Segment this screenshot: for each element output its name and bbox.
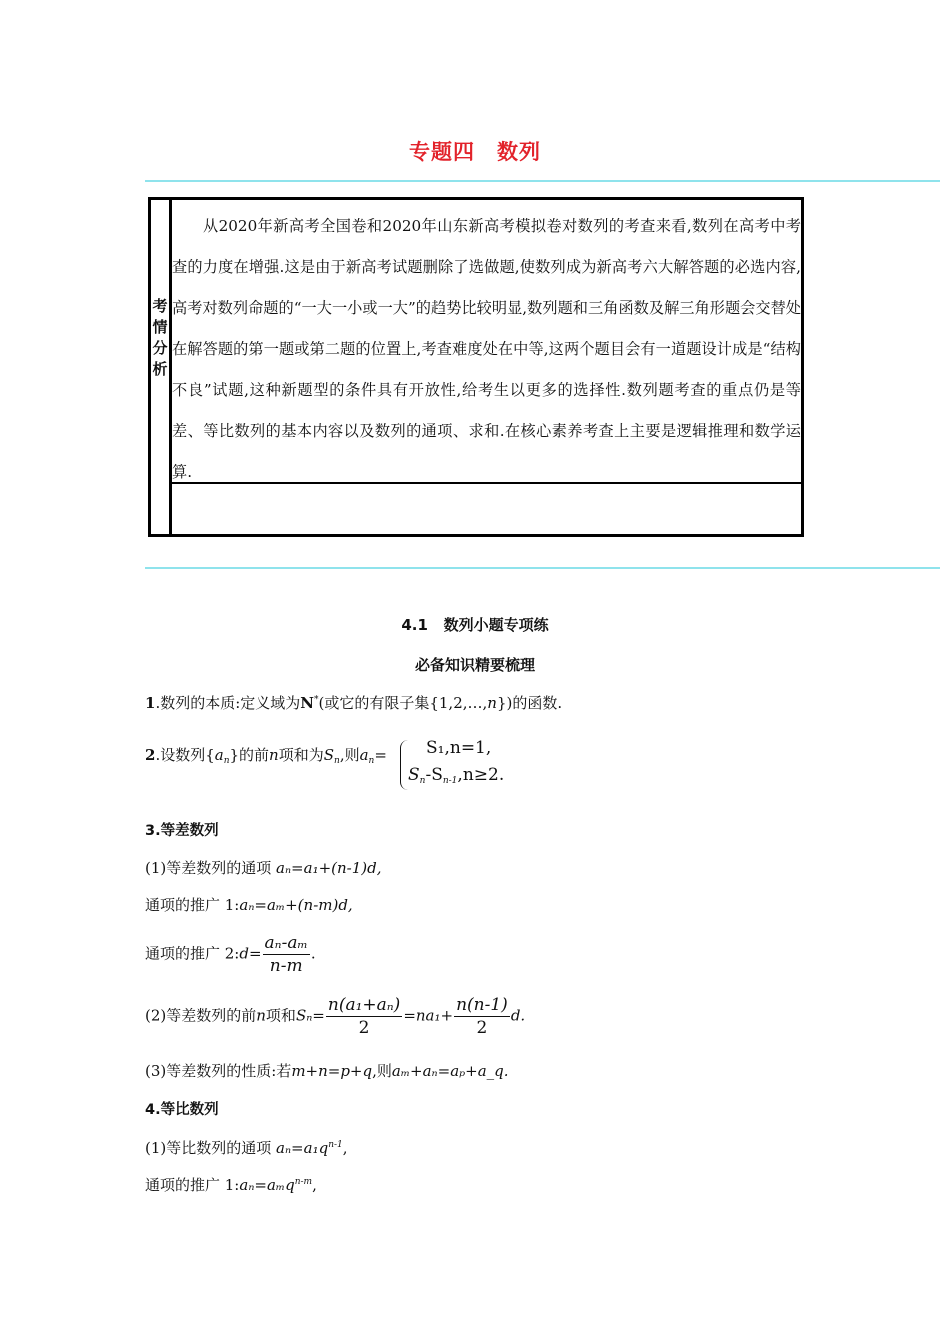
item-text: .数列的本质:定义域为 xyxy=(155,694,301,712)
item-text: .设数列{ xyxy=(155,746,215,764)
exam-analysis-label-column xyxy=(151,200,172,534)
section-heading xyxy=(0,614,950,635)
arithmetic-sum xyxy=(145,994,525,1039)
fraction xyxy=(326,994,402,1039)
item-text: 通项的推广 2: xyxy=(145,944,240,963)
arithmetic-generalization-2 xyxy=(145,932,316,977)
formula: aₘ+aₙ=aₚ+a_q. xyxy=(391,1062,509,1080)
label-char: 分 xyxy=(152,339,168,357)
math-var: n xyxy=(256,1006,266,1025)
formula: d= xyxy=(239,944,262,963)
exponent: n-m xyxy=(294,1177,313,1187)
item-text: , xyxy=(342,1139,348,1157)
math-var: a xyxy=(214,746,224,764)
math-subscript: n-1 xyxy=(442,776,458,786)
exam-analysis-label xyxy=(151,296,169,380)
fraction xyxy=(263,932,310,977)
item-text: (1)等差数列的通项 xyxy=(145,859,277,877)
geometric-generalization-1 xyxy=(145,1174,317,1195)
math-text: -S xyxy=(425,765,443,785)
formula: aₙ=a₁+(n-1)d, xyxy=(276,859,382,877)
item-text: 项和为 xyxy=(278,746,324,764)
item-1 xyxy=(145,692,562,713)
fraction xyxy=(454,994,510,1039)
exponent: n-1 xyxy=(328,1140,343,1150)
equals-sign: = xyxy=(374,746,387,764)
geometric-general-term xyxy=(145,1137,348,1158)
exam-analysis-box xyxy=(148,197,804,537)
label-char: 考 xyxy=(152,297,168,315)
item-text: (1)等比数列的通项 xyxy=(145,1139,277,1157)
exam-analysis-text: 从2020年新高考全国卷和2020年山东新高考模拟卷对数列的考查来看,数列在高考中考查的力度在增强.这是由于新高考试题删除了选做题,使数列成为新高考六大解答题的必选内容,高考对数列命题的“一大一小或一大”的趋势比较明显,数列题和三角函数及解三角形题会交替处在解答题的第一题或第二题的位置上,考查难度处在中等,这两个题目会有一道题设计成是“结构不良”试题,这种新题型的条件具有开放性,给考生以更多的选择性.数列题考查的重点仍是等差、等比数列的基本内容以及数列的通项、求和.在核心素养考查上主要是逻辑推理和数学运算. xyxy=(172,217,801,481)
formula: =na₁+ xyxy=(403,1006,454,1025)
piecewise-case-1: S₁,n=1, xyxy=(426,738,492,758)
math-var: a xyxy=(359,746,369,764)
arithmetic-general-term xyxy=(145,857,382,878)
item-number: 2 xyxy=(145,746,156,764)
fraction-numerator: aₙ-aₘ xyxy=(264,933,308,953)
item-text: 项和 xyxy=(265,1006,296,1025)
fraction-numerator: n(a₁+aₙ) xyxy=(327,995,401,1015)
math-var: S xyxy=(323,746,335,764)
item-number: 3 xyxy=(145,823,156,839)
math-subscript: n xyxy=(368,756,375,766)
fraction-denominator: n-m xyxy=(269,956,303,976)
math-var: n xyxy=(269,746,279,764)
chapter-name: 数列 xyxy=(497,140,541,164)
item-text: . xyxy=(310,944,316,963)
formula: m+n=p+q xyxy=(291,1062,373,1080)
item-text: (2)等差数列的前 xyxy=(145,1006,257,1025)
math-subscript: n xyxy=(419,776,426,786)
item-text: })的函数. xyxy=(496,694,563,712)
item-text: (3)等差数列的性质:若 xyxy=(145,1062,292,1080)
item-text: (或它的有限子集{1,2,…, xyxy=(318,694,488,712)
fraction-denominator: 2 xyxy=(358,1018,370,1038)
math-subscript: n xyxy=(334,756,340,766)
natural-number-symbol: N xyxy=(300,694,314,712)
item-text: ,则 xyxy=(372,1062,392,1080)
item-number: 1 xyxy=(145,694,156,712)
section-subtitle: 必备知识精要梳理 xyxy=(414,656,535,674)
formula: aₙ=a₁q xyxy=(276,1139,329,1157)
arithmetic-property xyxy=(145,1060,509,1081)
box-divider xyxy=(172,482,801,484)
item-text: 通项的推广 1: xyxy=(145,896,240,914)
divider-top xyxy=(145,180,940,182)
item-text: ,则 xyxy=(339,746,360,764)
label-char: 情 xyxy=(152,318,168,336)
item-title: .等比数列 xyxy=(155,1102,219,1118)
formula: Sₙ= xyxy=(295,1006,325,1025)
item-title: .等差数列 xyxy=(155,823,219,839)
arithmetic-generalization-1 xyxy=(145,894,353,915)
section-title: 数列小题专项练 xyxy=(443,616,549,634)
piecewise-case-2 xyxy=(408,765,504,786)
item-3-heading xyxy=(145,819,219,840)
chapter-title xyxy=(0,136,950,166)
math-text: ,n≥2. xyxy=(457,765,505,785)
formula: aₙ=aₘ+(n-m)d, xyxy=(239,896,353,914)
label-char: 析 xyxy=(152,360,168,378)
fraction-numerator: n(n-1) xyxy=(456,995,508,1015)
item-text: 通项的推广 1: xyxy=(145,1176,240,1194)
math-subscript: n xyxy=(223,756,230,766)
item-4-heading xyxy=(145,1098,219,1119)
fraction-denominator: 2 xyxy=(476,1018,488,1038)
formula: aₙ=aₘq xyxy=(239,1176,295,1194)
section-number: 4.1 xyxy=(401,616,428,634)
superscript: * xyxy=(313,695,319,705)
chapter-number: 专题四 xyxy=(409,140,475,164)
math-var: n xyxy=(487,694,497,712)
item-text: , xyxy=(312,1176,317,1194)
math-var: S xyxy=(408,765,420,785)
formula: d. xyxy=(510,1006,526,1025)
item-text: }的前 xyxy=(229,746,270,764)
divider-bottom xyxy=(145,567,940,569)
item-number: 4 xyxy=(145,1102,156,1118)
item-2 xyxy=(145,744,387,766)
